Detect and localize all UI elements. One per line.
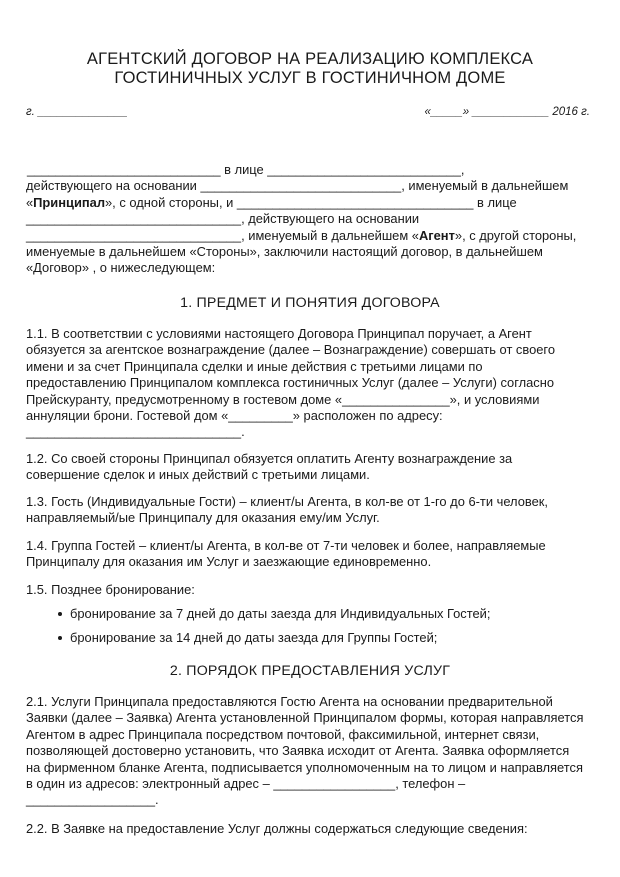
section-2-heading: 2. ПОРЯДОК ПРЕДОСТАВЛЕНИЯ УСЛУГ <box>169 663 451 679</box>
preamble-line: именуемые в дальнейшем «Стороны», заключили настоящий договор, в дальнейшем <box>26 244 543 260</box>
document-title <box>40 50 580 88</box>
clause-1-3 <box>26 494 594 527</box>
clause-line: Прейскуранту, предусмотренному в гостевом доме «_______________», и условиями <box>26 391 540 407</box>
clause-1-4 <box>26 538 594 571</box>
late-booking-list <box>58 606 598 655</box>
preamble-text: », с другой стороны, <box>454 227 577 243</box>
clause-line: __________________. <box>26 792 159 808</box>
agent-term: Агент <box>418 227 455 243</box>
preamble-line: ___________________________ в лице ___________________________, <box>27 162 465 177</box>
city-field: г. ______________ <box>26 106 128 118</box>
clause-line: Агентом в адрес Принципала посредством почтовой, факсимильной, интернет связи, <box>26 726 540 742</box>
list-item: бронирование за 14 дней до даты заезда для Группы Гостей; <box>58 630 598 646</box>
clause-line: 2.1. Услуги Принципала предоставляются Гостю Агента на основании предварительной <box>26 694 553 709</box>
clause-line: ______________________________. <box>26 424 245 440</box>
preamble <box>26 162 594 277</box>
clause-line: совершение сделок и иных действий с третьими лицами. <box>26 467 370 483</box>
clause-line: 1.3. Гость (Индивидуальные Гости) – клиент/ы Агента, в кол-ве от 1-го до 6-ти человек, <box>26 494 548 509</box>
clause-1-5: 1.5. Позднее бронирование: <box>26 582 195 597</box>
title-line-2: ГОСТИНИЧНЫХ УСЛУГ В ГОСТИНИЧНОМ ДОМЕ <box>114 69 506 87</box>
preamble-line <box>26 228 594 244</box>
clause-line: 1.1. В соответствии с условиями настоящего Договора Принципал поручает, а Агент <box>26 326 532 341</box>
clause-line: обязуется за агентское вознаграждение (далее – Вознаграждение) совершать от своего <box>26 342 556 358</box>
section-1-heading: 1. ПРЕДМЕТ И ПОНЯТИЯ ДОГОВОРА <box>180 295 440 311</box>
clause-1-2 <box>26 451 594 484</box>
clause-line: на фирменном бланке Агента, подписывается уполномоченным на то лицом и направляется <box>26 759 583 775</box>
preamble-line: действующего на основании ____________________________, именуемый в дальнейшем <box>26 178 569 194</box>
clause-line: Заявки (далее – Заявка) Агента установленной Принципалом формы, которая направляется <box>26 710 584 726</box>
principal-term: Принципал <box>33 194 106 210</box>
quote-open: « <box>26 194 34 210</box>
title-line-1: АГЕНТСКИЙ ДОГОВОР НА РЕАЛИЗАЦИЮ КОМПЛЕКСА <box>86 50 534 68</box>
clause-line: предоставлению Принципалом комплекса гостиничных Услуг (далее – Услуги) согласно <box>26 375 555 391</box>
clause-2-2: 2.2. В Заявке на предоставление Услуг должны содержаться следующие сведения: <box>26 821 528 836</box>
clause-line: аннуляции брони. Гостевой дом «_________» расположен по адресу: <box>26 408 443 424</box>
clause-line: 1.4. Группа Гостей – клиент/ы Агента, в кол-ве от 7-ти человек и более, направляемые <box>26 538 546 553</box>
preamble-line: ______________________________, действующего на основании <box>26 211 420 227</box>
clause-line: направляемый/ые Принципалу для оказания ему/им Услуг. <box>26 510 380 526</box>
clause-line: в один из адресов: электронный адрес – _________________, телефон – <box>26 776 466 792</box>
preamble-text: », с одной стороны, и _________________________________ в лице <box>105 194 517 210</box>
list-item: бронирование за 7 дней до даты заезда для Индивидуальных Гостей; <box>58 606 598 622</box>
preamble-line: «Договор» , о нижеследующем: <box>26 260 216 276</box>
clause-line: Принципалу для оказания им Услуг и заезжающие единовременно. <box>26 554 432 570</box>
clause-1-1 <box>26 326 594 441</box>
date-field: «_____» ____________ 2016 г. <box>424 106 590 118</box>
clause-line: 1.2. Со своей стороны Принципал обязуется оплатить Агенту вознаграждение за <box>26 451 513 466</box>
clause-line: имени и за счет Принципала сделки и иные действия с третьими лицами по <box>26 358 483 374</box>
preamble-text: ______________________________, именуемый в дальнейшем « <box>26 227 419 243</box>
clause-2-1 <box>26 694 594 809</box>
clause-line: позволяющей достоверно установить, что Заявка исходит от Агента. Заявка оформляется <box>26 743 570 759</box>
preamble-line <box>26 195 594 211</box>
